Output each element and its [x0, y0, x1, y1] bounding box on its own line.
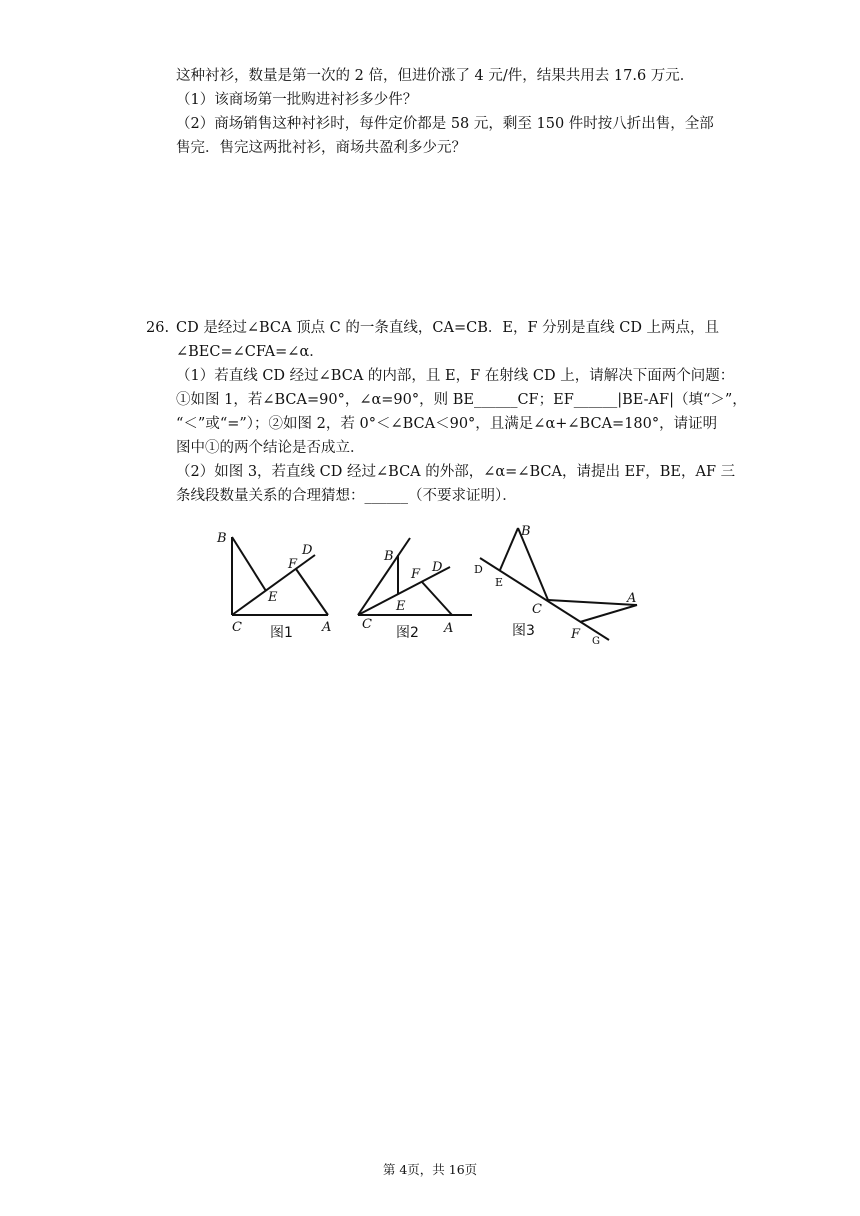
fig2-label-b: B: [384, 549, 394, 564]
fig1-segment-be: [232, 537, 266, 591]
fig3-label-f: F: [571, 627, 581, 642]
q26-line-8: 条线段数量关系的合理猜想：______（不要求证明）．: [176, 488, 517, 504]
q26-line-3: （1）若直线 CD 经过∠BCA 的内部，且 E，F 在射线 CD 上，请解决下面两个问题：: [176, 368, 735, 384]
q25-line-3: （2）商场销售这种衬衫时，每件定价都是 58 元，剩至 150 件时按八折出售，全部: [176, 116, 714, 132]
fig1-label-d: D: [302, 543, 313, 558]
fig3-label-e: E: [495, 576, 504, 589]
fig1-label-b: B: [217, 531, 227, 546]
q26-line-1: CD 是经过∠BCA 顶点 C 的一条直线，CA=CB．E，F 分别是直线 CD 上两点，且: [176, 320, 720, 336]
figure-2-labels: [362, 549, 453, 641]
fig2-segment-af: [422, 582, 452, 615]
q25-line-4: 售完．售完这两批衬衫，商场共盈利多少元？: [176, 140, 466, 156]
fig2-label-a: A: [444, 621, 454, 636]
fig3-segment-ca: [548, 600, 637, 605]
fig2-label-e: E: [396, 599, 406, 614]
q26-line-7: （2）如图 3，若直线 CD 经过∠BCA 的外部，∠α=∠BCA，请提出 EF，BE，AF 三: [176, 464, 736, 480]
fig3-segment-be: [500, 528, 518, 570]
page-footer: 第 4页，共 16页: [382, 1162, 478, 1177]
fig1-label-e: E: [268, 590, 278, 605]
q25-line-1: 这种衬衫，数量是第一次的 2 倍，但进价涨了 4 元/件，结果共用去 17.6 万元．: [176, 68, 695, 84]
fig2-caption: 图2: [396, 625, 419, 641]
fig1-line-cd: [232, 555, 315, 615]
fig2-label-f: F: [411, 567, 421, 582]
fig1-caption: 图1: [270, 625, 293, 641]
q25-line-2: （1）该商场第一批购进衬衫多少件？: [176, 92, 418, 108]
fig3-label-d: D: [474, 563, 483, 576]
q26-line-5: “＜”或“=”）；②如图 2，若 0°＜∠BCA＜90°，且满足∠α+∠BCA=180°，请证明: [176, 416, 718, 432]
q26-line-4: ①如图 1，若∠BCA=90°，∠α=90°，则 BE______CF；EF______|BE-AF|（填“＞”，: [176, 392, 747, 408]
question-number: 26.: [146, 320, 170, 336]
figure-1: [232, 537, 328, 615]
fig1-label-a: A: [322, 620, 332, 635]
fig3-segment-af: [580, 605, 637, 622]
fig2-label-d: D: [432, 560, 443, 575]
figure-3: [480, 528, 637, 640]
fig2-label-c: C: [362, 617, 372, 632]
fig3-label-g: G: [592, 636, 600, 647]
fig1-segment-af: [296, 569, 328, 615]
fig1-label-c: C: [232, 620, 242, 635]
figure-3-labels: [474, 524, 636, 647]
q26-line-6: 图中①的两个结论是否成立．: [176, 440, 365, 456]
fig3-caption: 图3: [512, 623, 535, 639]
fig3-label-a: A: [627, 591, 637, 606]
fig3-line-dg: [480, 558, 609, 640]
geometry-figures: [200, 518, 660, 653]
fig3-label-b: B: [521, 524, 531, 539]
fig3-label-c: C: [532, 602, 542, 617]
q26-line-2: ∠BEC=∠CFA=∠α．: [176, 344, 324, 360]
fig1-label-f: F: [288, 557, 298, 572]
